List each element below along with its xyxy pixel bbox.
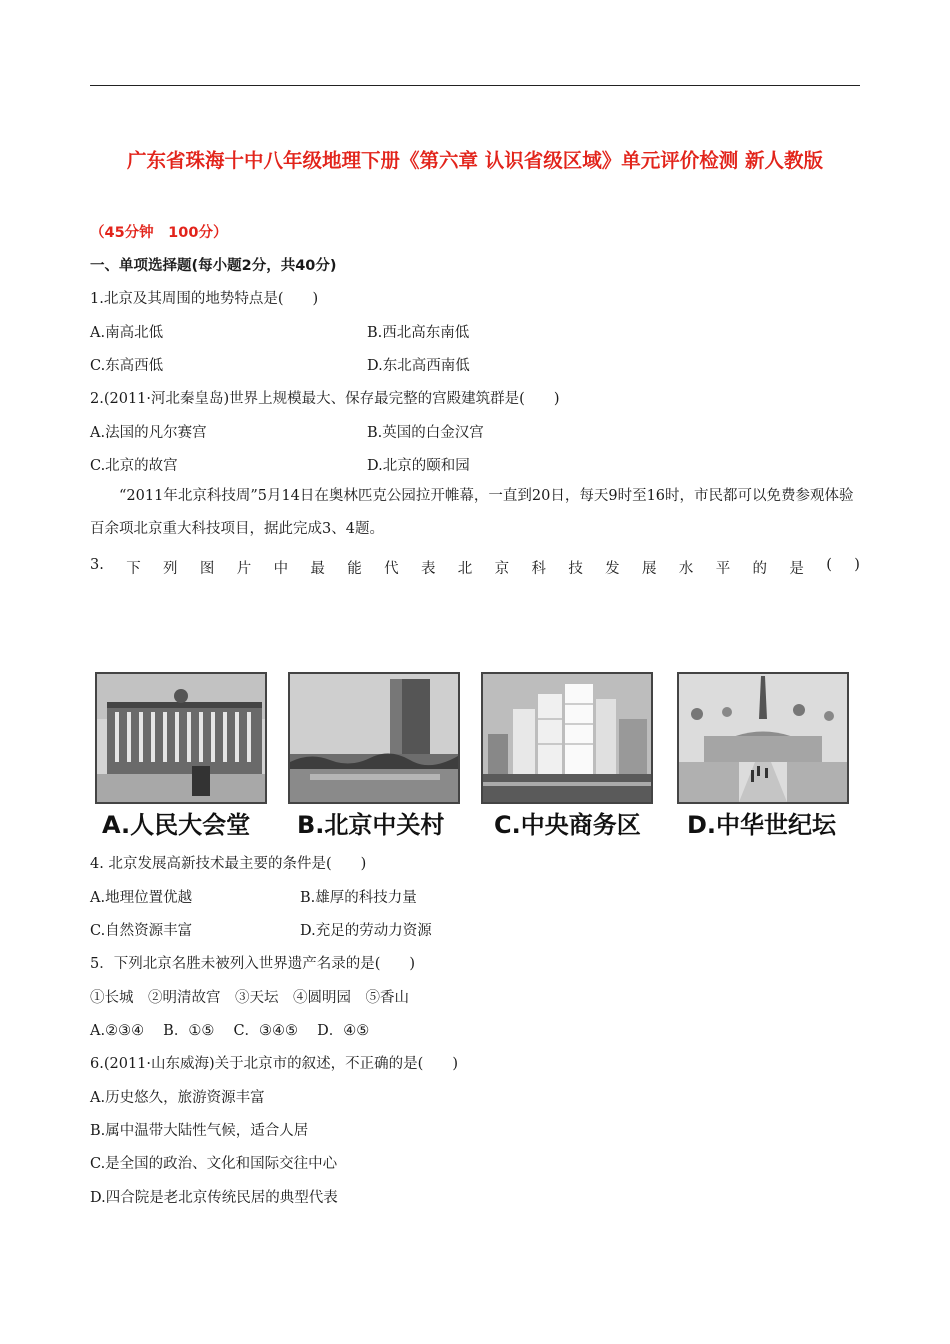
photo-cbd [481, 672, 653, 804]
q4-option-a: A.地理位置优越 [90, 890, 193, 906]
q2-option-b: B.英国的白金汉宫 [367, 425, 484, 441]
q2-options-row2 [90, 454, 860, 475]
q1-options-row2 [90, 354, 860, 375]
photo-great-hall [95, 672, 267, 804]
q2-stem: 2.(2011·河北秦皇岛)世界上规模最大、保存最完整的宫殿建筑群是( ) [90, 391, 560, 407]
q3-char: 的 [752, 561, 768, 577]
q5-options: A.②③④ B．①⑤ C．③④⑤ D．④⑤ [90, 1023, 370, 1039]
section-heading: 一、单项选择题(每小题2分，共40分) [90, 258, 337, 274]
q3-char: 3. [90, 557, 104, 573]
photo-millennium-monument [677, 672, 849, 804]
q3-char: 技 [568, 561, 583, 577]
q3-char: 展 [642, 561, 657, 577]
q1-option-b: B.西北高东南低 [367, 325, 470, 341]
q3-stem [90, 557, 860, 578]
q2-options-row1 [90, 421, 860, 442]
q4-stem: 4. 北京发展高新技术最主要的条件是( ) [90, 856, 367, 872]
q3-char: 科 [531, 561, 546, 577]
q3-char: 发 [605, 561, 620, 577]
q3-char: ) [854, 557, 860, 573]
q3-char: ( [826, 557, 832, 573]
q1-option-c: C.东高西低 [90, 358, 164, 374]
q3-char: 代 [384, 561, 399, 577]
q3-char: 列 [163, 561, 178, 577]
q6-option-a: A.历史悠久，旅游资源丰富 [90, 1090, 265, 1106]
q3-char: 平 [715, 561, 731, 577]
q2-option-c: C.北京的故宫 [90, 458, 178, 474]
q3-char: 京 [494, 561, 510, 577]
q3-char: 片 [236, 561, 252, 577]
q3-char: 最 [310, 561, 325, 577]
q1-option-d: D.东北高西南低 [367, 358, 470, 374]
q3-char: 中 [273, 561, 289, 577]
q1-option-a: A.南高北低 [90, 325, 164, 341]
q6-option-c: C.是全国的政治、文化和国际交往中心 [90, 1156, 338, 1172]
time-info: （45分钟 100分） [90, 225, 228, 241]
photo-zhongguancun [288, 672, 460, 804]
caption-d: D.中华世纪坛 [687, 811, 837, 839]
caption-b: B.北京中关村 [297, 811, 445, 839]
caption-a: A.人民大会堂 [102, 811, 251, 839]
caption-c: C.中央商务区 [494, 811, 641, 839]
q6-option-b: B.属中温带大陆性气候，适合人居 [90, 1123, 309, 1139]
document-title: 广东省珠海十中八年级地理下册《第六章 认识省级区域》单元评价检测 新人教版 [126, 149, 824, 172]
q4-option-b: B.雄厚的科技力量 [300, 890, 417, 906]
q5-stem: 5．下列北京名胜未被列入世界遗产名录的是( ) [90, 956, 416, 972]
q3-char: 下 [126, 561, 141, 577]
q6-option-d: D.四合院是老北京传统民居的典型代表 [90, 1190, 338, 1206]
q3-char: 是 [789, 561, 804, 577]
q3-char: 北 [457, 561, 473, 577]
q5-items: ①长城 ②明清故宫 ③天坛 ④圆明园 ⑤香山 [90, 990, 409, 1006]
q3-char: 能 [347, 561, 362, 577]
passage: “2011年北京科技周”5月14日在奥林匹克公园拉开帷幕，一直到20日，每天9时至16时，市民都可以免费参观体验百余项北京重大科技项目，据此完成3、4题。 [90, 488, 854, 537]
q4-option-d: D.充足的劳动力资源 [300, 923, 432, 939]
q2-option-a: A.法国的凡尔赛宫 [90, 425, 207, 441]
q6-stem: 6.(2011·山东威海)关于北京市的叙述，不正确的是( ) [90, 1056, 458, 1072]
q3-char: 水 [678, 561, 694, 577]
q4-options-row1 [90, 886, 860, 907]
q3-figure [90, 667, 850, 839]
q4-options-row2 [90, 919, 860, 940]
q3-char: 图 [199, 561, 215, 577]
q3-char: 表 [420, 561, 436, 577]
q2-option-d: D.北京的颐和园 [367, 458, 470, 474]
q1-stem: 1.北京及其周围的地势特点是( ) [90, 291, 319, 307]
header-rule [90, 85, 860, 86]
q4-option-c: C.自然资源丰富 [90, 923, 193, 939]
q1-options-row1 [90, 321, 860, 342]
